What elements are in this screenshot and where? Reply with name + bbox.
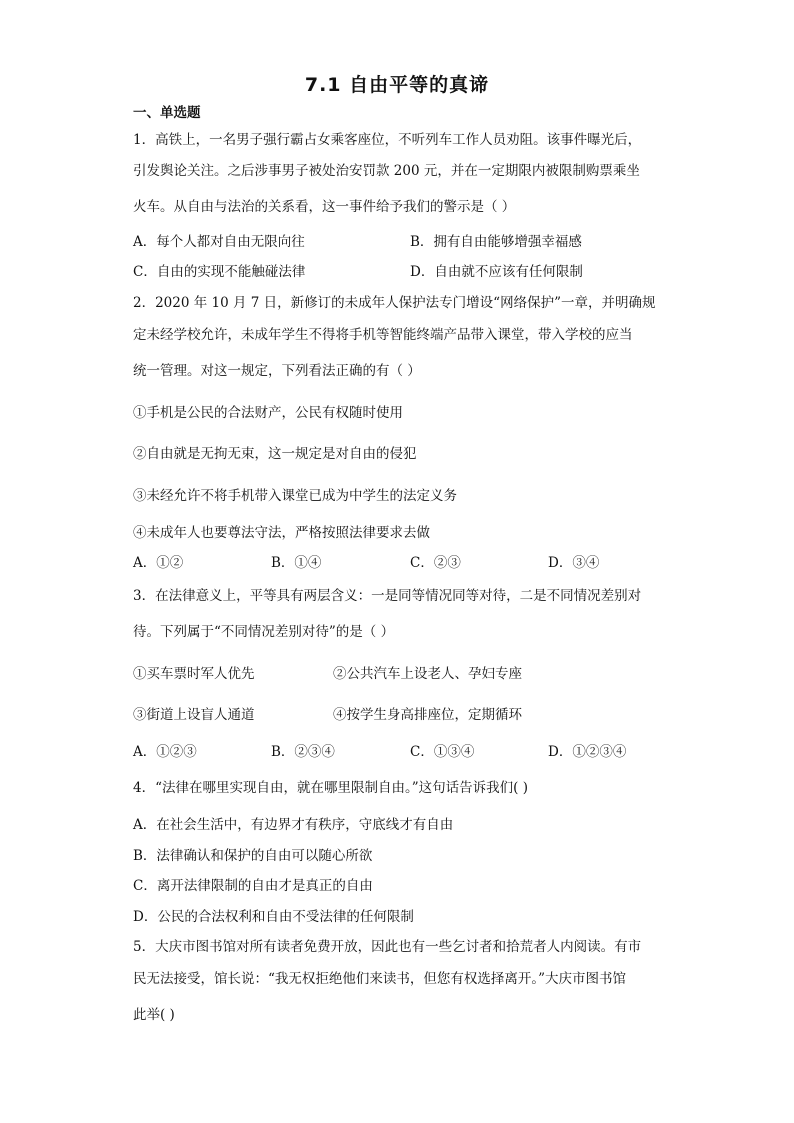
question-5-line-3: 此举( ) (133, 1007, 175, 1023)
question-3-statement-2: ②公共汽车上设老人、孕妇专座 (333, 666, 522, 682)
question-3-option-d: D．①②③④ (548, 744, 627, 760)
question-2-option-d: D．③④ (548, 555, 600, 571)
question-4-option-b: B．法律确认和保护的自由可以随心所欲 (133, 848, 373, 864)
question-2-option-c: C．②③ (410, 555, 461, 571)
page-title: 7.1 自由平等的真谛 (304, 74, 490, 96)
question-1-option-d: D．自由就不应该有任何限制 (410, 264, 583, 280)
question-1-option-c: C．自由的实现不能触碰法律 (133, 264, 306, 280)
question-1-option-b: B．拥有自由能够增强幸福感 (410, 234, 582, 250)
question-3-line-2: 待。下列属于“不同情况差别对待”的是（ ） (133, 624, 395, 640)
question-2-statement-1: ①手机是公民的合法财产，公民有权随时使用 (133, 405, 403, 421)
question-2-statement-4: ④未成年人也要尊法守法，严格按照法律要求去做 (133, 525, 430, 541)
question-2-option-b: B．①④ (271, 555, 322, 571)
question-1-line-3: 火车。从自由与法治的关系看，这一事件给予我们的警示是（ ） (133, 199, 516, 215)
question-5-line-1: 5．大庆市图书馆对所有读者免费开放，因此也有一些乞讨者和拾荒者人内阅读。有市 (133, 939, 642, 955)
question-2-statement-3: ③未经允许不将手机带入课堂已成为中学生的法定义务 (133, 488, 457, 504)
question-2-line-3: 统一管理。对这一规定，下列看法正确的有（ ） (133, 363, 421, 379)
question-1-option-a: A．每个人都对自由无限向往 (133, 234, 305, 250)
question-2-option-a: A．①② (133, 555, 184, 571)
question-2-line-2: 定未经学校允许，未成年学生不得将手机等智能终端产品带入课堂，带入学校的应当 (133, 327, 633, 343)
question-3-option-b: B．②③④ (271, 744, 335, 760)
question-2-line-1: 2．2020 年 10 月 7 日，新修订的未成年人保护法专门增设“网络保护”一章，并明确规 (133, 295, 656, 311)
question-4-option-c: C．离开法律限制的自由才是真正的自由 (133, 878, 373, 894)
question-3-option-c: C．①③④ (410, 744, 475, 760)
section-heading: 一、单选题 (133, 105, 201, 121)
question-4-line-1: 4．“法律在哪里实现自由，就在哪里限制自由。”这句话告诉我们( ) (133, 780, 528, 796)
question-2-statement-2: ②自由就是无拘无束，这一规定是对自由的侵犯 (133, 446, 417, 462)
question-3-line-1: 3．在法律意义上，平等具有两层含义：一是同等情况同等对待，二是不同情况差别对 (133, 588, 642, 604)
question-1-line-2: 引发舆论关注。之后涉事男子被处治安罚款 200 元，并在一定期限内被限制购票乘坐 (133, 163, 640, 179)
question-1-line-1: 1．高铁上，一名男子强行霸占女乘客座位，不听列车工作人员劝阻。该事件曝光后， (133, 132, 642, 148)
question-4-option-d: D．公民的合法权利和自由不受法律的任何限制 (133, 909, 414, 925)
question-4-option-a: A．在社会生活中，有边界才有秩序，守底线才有自由 (133, 817, 454, 833)
question-5-line-2: 民无法接受，馆长说：“我无权拒绝他们来读书，但您有权选择离开。”大庆市图书馆 (133, 971, 627, 987)
question-3-statement-4: ④按学生身高排座位，定期循环 (333, 707, 522, 723)
question-3-statement-3: ③街道上设盲人通道 (133, 707, 255, 723)
question-3-statement-1: ①买车票时军人优先 (133, 666, 255, 682)
question-3-option-a: A．①②③ (133, 744, 197, 760)
